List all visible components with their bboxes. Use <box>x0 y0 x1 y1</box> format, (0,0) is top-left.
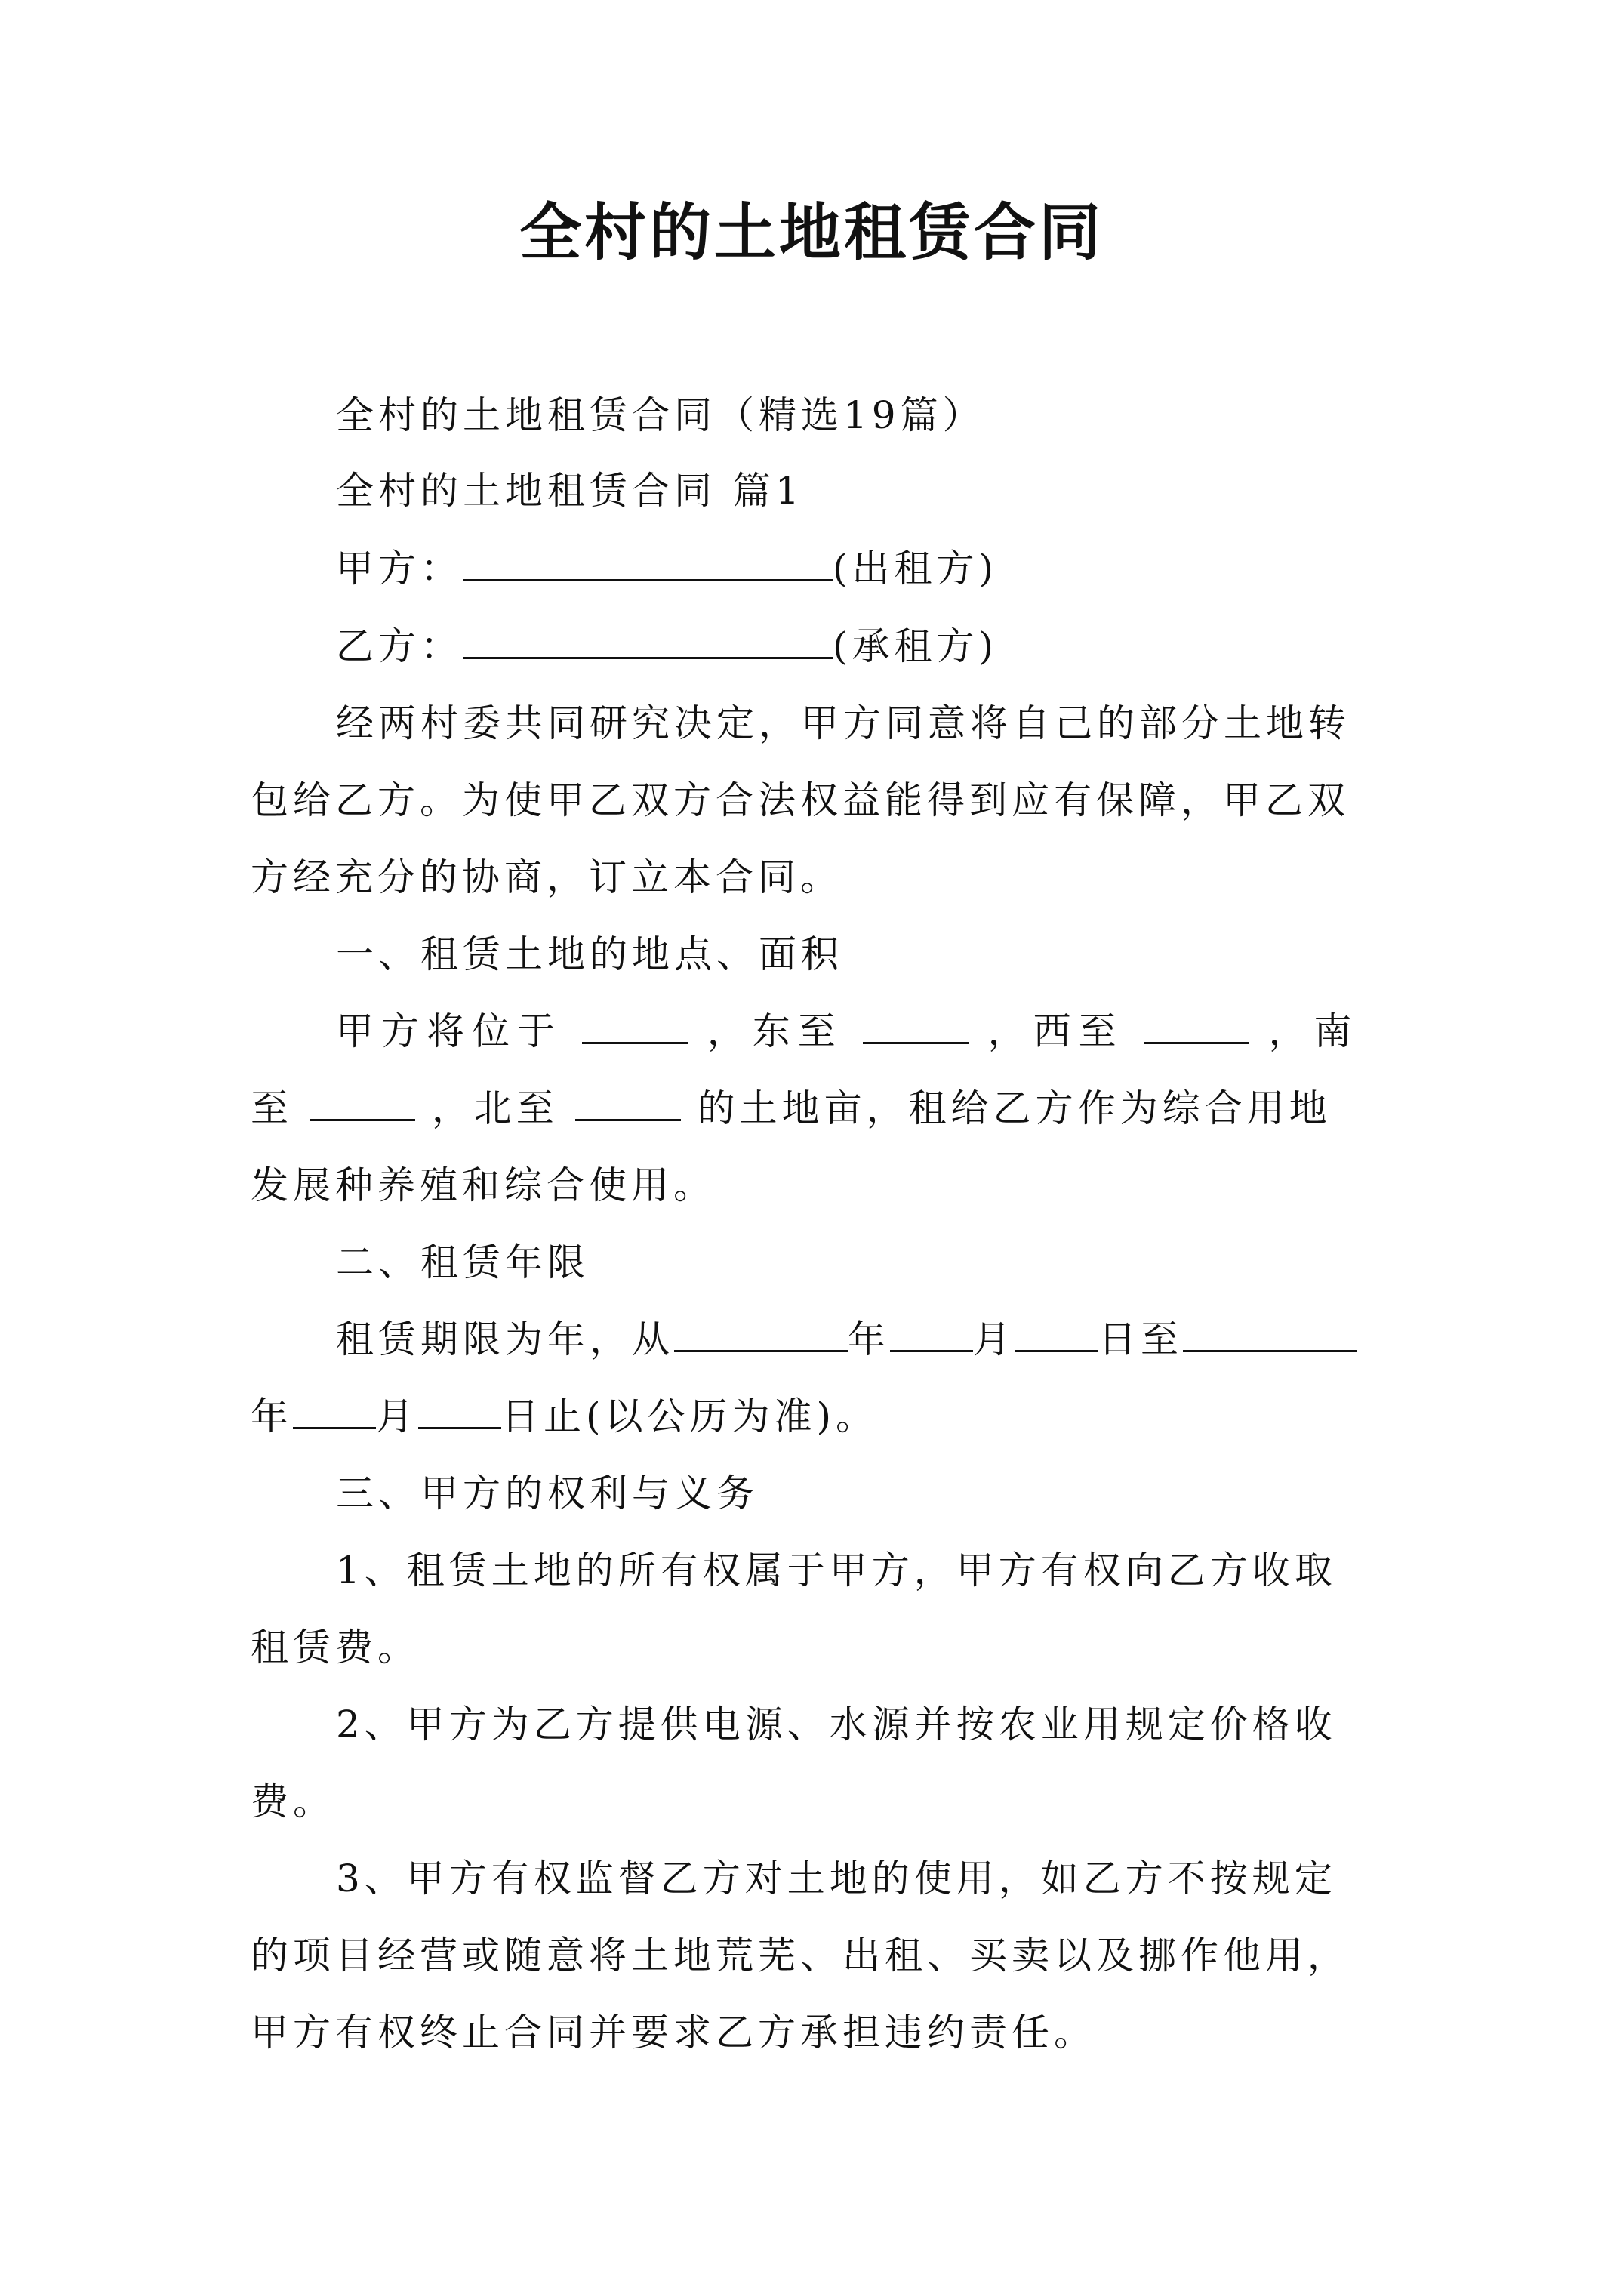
term-year-1: 年 <box>848 1318 890 1361</box>
party-b-label: 乙方： <box>336 624 463 668</box>
clause-3-line-2: 的项目经营或随意将土地荒芜、出租、买卖以及挪作他用， <box>251 1934 1350 1977</box>
loc-text-g: 的土地亩，租给乙方作为综合用地 <box>697 1086 1332 1130</box>
party-a-role: (出租方) <box>833 547 999 590</box>
party-b-line <box>336 609 1468 684</box>
term-blank-start-month <box>890 1308 973 1352</box>
party-a-blank <box>463 537 833 581</box>
loc-blank-2 <box>863 1000 969 1044</box>
term-blank-start-day <box>1015 1308 1098 1352</box>
term-blank-start-year <box>674 1308 848 1352</box>
party-a-line <box>336 531 1468 606</box>
intro-line-3: 方经充分的协商，订立本合同。 <box>251 855 842 899</box>
intro-line-2: 包给乙方。为使甲乙双方合法权益能得到应有保障，甲乙双 <box>251 778 1350 822</box>
loc-blank-4 <box>310 1077 415 1121</box>
intro-line-1: 经两村委共同研究决定，甲方同意将自己的部分土地转 <box>336 701 1350 745</box>
loc-blank-1 <box>582 1000 688 1044</box>
section-title: 全村的土地租赁合同 篇1 <box>336 469 804 513</box>
term-text-a: 租赁期限为年，从 <box>336 1318 674 1361</box>
term-day-end: 日止(以公历为准)。 <box>501 1395 879 1438</box>
loc-blank-5 <box>575 1077 681 1121</box>
clause-2-line-2: 费。 <box>251 1780 335 1823</box>
clause-3-line-1: 3、甲方有权监督乙方对土地的使用，如乙方不按规定 <box>336 1857 1337 1900</box>
term-day-to: 日至 <box>1098 1318 1183 1361</box>
term-blank-end-day <box>418 1385 501 1429</box>
loc-text-d: ，南 <box>1268 1009 1360 1053</box>
term-blank-end-year <box>1183 1308 1357 1352</box>
document-title: 全村的土地租赁合同 <box>519 196 1104 269</box>
subtitle: 全村的土地租赁合同（精选19篇） <box>336 393 985 437</box>
term-blank-end-month <box>293 1385 376 1429</box>
clause-2-line-1: 2、甲方为乙方提供电源、水源并按农业用规定价格收 <box>336 1703 1337 1746</box>
loc-text-b: ，东至 <box>707 1009 843 1053</box>
term-year-2: 年 <box>251 1395 293 1438</box>
term-month-1: 月 <box>973 1318 1015 1361</box>
clause-1-line-2: 租赁费。 <box>251 1626 420 1669</box>
heading-3: 三、甲方的权利与义务 <box>336 1472 759 1515</box>
heading-2: 二、租赁年限 <box>336 1240 590 1284</box>
loc-text-c: ，西至 <box>987 1009 1124 1053</box>
loc-text-a: 甲方将位于 <box>336 1009 562 1053</box>
clause-3-line-3: 甲方有权终止合同并要求乙方承担违约责任。 <box>251 2011 1096 2054</box>
loc-blank-3 <box>1144 1000 1249 1044</box>
loc-text-f: ，北至 <box>431 1086 559 1130</box>
party-b-role: (承租方) <box>833 624 999 668</box>
location-line-1 <box>336 994 1468 1069</box>
term-line-2 <box>251 1379 1383 1454</box>
term-line-1 <box>336 1302 1468 1377</box>
party-b-blank <box>463 615 833 659</box>
term-month-2: 月 <box>376 1395 418 1438</box>
location-line-3: 发展种养殖和综合使用。 <box>251 1163 716 1207</box>
clause-1-line-1: 1、租赁土地的所有权属于甲方，甲方有权向乙方收取 <box>336 1549 1337 1592</box>
party-a-label: 甲方： <box>336 547 463 590</box>
heading-1: 一、租赁土地的地点、面积 <box>336 932 843 976</box>
location-line-2 <box>251 1071 1383 1146</box>
loc-text-e: 至 <box>251 1086 293 1130</box>
